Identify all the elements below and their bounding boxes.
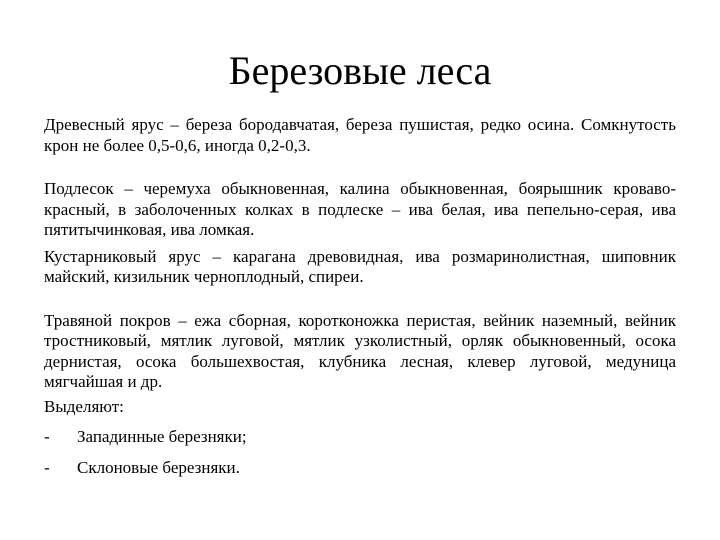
slide-body xyxy=(44,115,676,478)
slide-title: Березовые леса xyxy=(228,48,492,93)
paragraph-undergrowth: Подлесок – черемуха обыкновенная, калина обыкновенная, боярышник кроваво-красный, в заболоченных колках в подлеске – ива белая, ива пепельно-серая, ива пятитычинковая, ива ломкая. xyxy=(44,179,676,239)
list-item-text: Западинные березняки; xyxy=(77,427,247,446)
list-marker: - xyxy=(44,457,50,477)
list-item xyxy=(44,458,676,479)
list-item xyxy=(44,427,676,448)
paragraph-shrub-layer: Кустарниковый ярус – карагана древовидная, ива розмаринолистная, шиповник майский, кизильник черноплодный, спиреи. xyxy=(44,246,676,286)
paragraph-grass-cover: Травяной покров – ежа сборная, коротконожка перистая, вейник наземный, вейник тростниковый, мятлик луговой, мятлик узколистный, орляк обыкновенный, осока дернистая, осока большехвостая, клубника лесная, клевер луговой, медуница мягчайшая и др. xyxy=(44,310,676,391)
list-item-text: Склоновые березняки. xyxy=(77,457,240,477)
list-marker: - xyxy=(44,427,50,446)
paragraph-distinguish: Выделяют: xyxy=(44,396,124,416)
paragraph-tree-layer: Древесный ярус – береза бородавчатая, береза пушистая, редко осина. Сомкнутость крон не более 0,5-0,6, иногда 0,2-0,3. xyxy=(44,115,676,155)
